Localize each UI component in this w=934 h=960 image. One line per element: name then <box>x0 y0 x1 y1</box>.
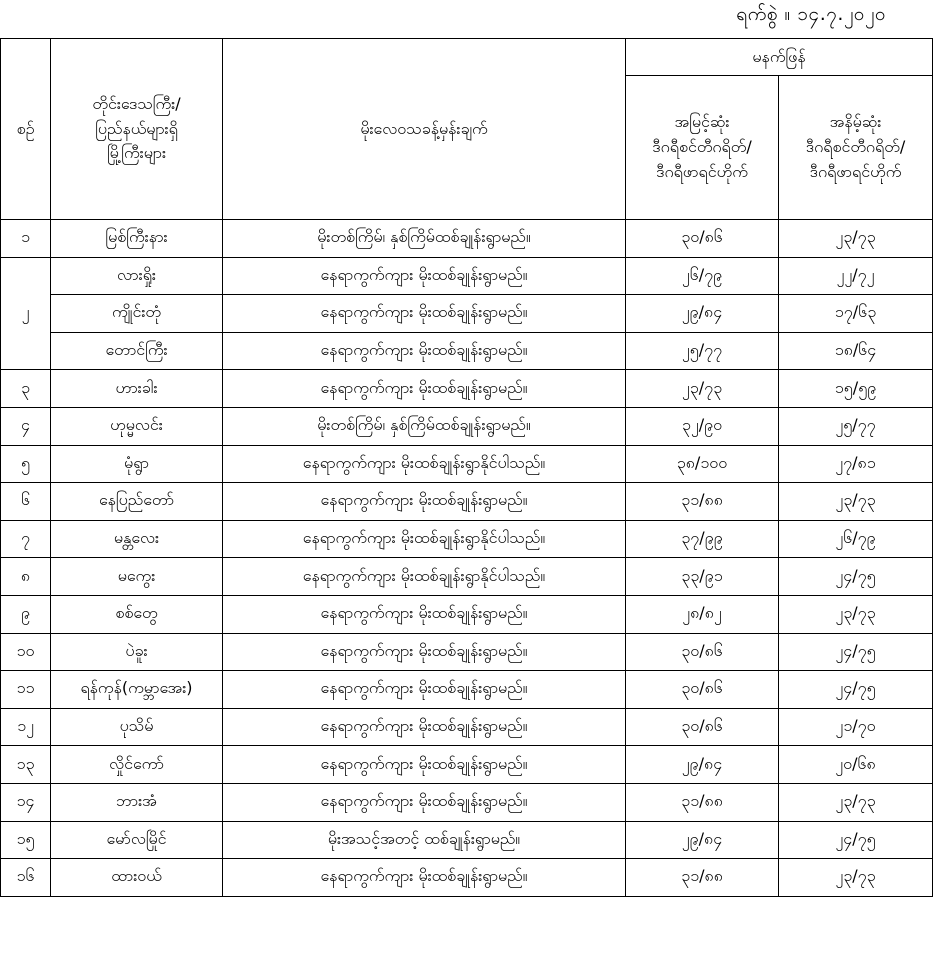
serial-no-cell: ၅ <box>1 445 51 483</box>
max-temp-cell: ၃၃/၉၁ <box>626 558 779 596</box>
min-temp-cell: ၂၃/၇၃ <box>779 220 933 258</box>
serial-no-cell: ၉ <box>1 595 51 633</box>
min-temp-cell: ၂၅/၇၇ <box>779 407 933 445</box>
table-row <box>1 520 933 558</box>
serial-no-cell: ၁၆ <box>1 859 51 897</box>
min-temp-cell: ၂၂/၇၂ <box>779 257 933 295</box>
min-temp-cell: ၂၃/၇၃ <box>779 783 933 821</box>
max-temp-cell: ၂၉/၈၄ <box>626 821 779 859</box>
forecast-cell: နေရာကွက်ကျား မိုးထစ်ချုန်းရွာမည်။ <box>223 257 626 295</box>
header-min-line: ဒီဂရီဖာရင်ဟိုက် <box>809 161 902 181</box>
header-region-line: မြို့ကြီးများ <box>106 143 166 163</box>
max-temp-cell: ၂၆/၇၉ <box>626 257 779 295</box>
city-cell: မြစ်ကြီးနား <box>51 220 223 258</box>
city-cell: ဘားအံ <box>51 783 223 821</box>
header-region-line: တိုင်းဒေသကြီး/ <box>92 93 181 113</box>
report-date: ရက်စွဲ ။ ၁၄.၇.၂၀၂၀ <box>736 3 886 25</box>
max-temp-cell: ၂၅/၇၇ <box>626 332 779 370</box>
max-temp-cell: ၃၁/၈၈ <box>626 783 779 821</box>
forecast-cell: မိုးတစ်ကြိမ်၊ နှစ်ကြိမ်ထစ်ချုန်းရွာမည်။ <box>223 407 626 445</box>
city-cell: နေပြည်တော် <box>51 483 223 521</box>
table-row <box>1 859 933 897</box>
forecast-rows <box>1 220 933 897</box>
city-cell: လားရှိုး <box>51 257 223 295</box>
city-cell: တောင်ကြီး <box>51 332 223 370</box>
min-temp-cell: ၂၀/၆၈ <box>779 746 933 784</box>
city-cell: စစ်တွေ <box>51 595 223 633</box>
forecast-cell: နေရာကွက်ကျား မိုးထစ်ချုန်းရွာနိုင်ပါသည်။ <box>223 520 626 558</box>
min-temp-cell: ၂၃/၇၃ <box>779 859 933 897</box>
forecast-cell: နေရာကွက်ကျား မိုးထစ်ချုန်းရွာမည်။ <box>223 595 626 633</box>
city-cell: ရန်ကုန်(ကမ္ဘာအေး) <box>51 671 223 709</box>
min-temp-cell: ၂၄/၇၅ <box>779 633 933 671</box>
min-temp-cell: ၁၇/၆၃ <box>779 295 933 333</box>
table-row <box>1 407 933 445</box>
min-temp-cell: ၂၃/၇၃ <box>779 595 933 633</box>
min-temp-cell: ၂၁/၇၀ <box>779 708 933 746</box>
table-row <box>1 220 933 258</box>
city-cell: လှိုင်ကော် <box>51 746 223 784</box>
city-cell: ဟုမ္မလင်း <box>51 407 223 445</box>
table-row <box>1 708 933 746</box>
header-region <box>51 39 223 220</box>
min-temp-cell: ၂၃/၇၃ <box>779 483 933 521</box>
serial-no-cell: ၈ <box>1 558 51 596</box>
serial-no-cell: ၁ <box>1 220 51 258</box>
city-cell: မော်လမြိုင် <box>51 821 223 859</box>
city-cell: ပုသိမ် <box>51 708 223 746</box>
header-forecast: မိုးလေဝသခန့်မှန်းချက် <box>223 39 626 220</box>
serial-no-cell: ၁၄ <box>1 783 51 821</box>
min-temp-cell: ၂၄/၇၅ <box>779 558 933 596</box>
forecast-cell: နေရာကွက်ကျား မိုးထစ်ချုန်းရွာမည်။ <box>223 370 626 408</box>
forecast-cell: နေရာကွက်ကျား မိုးထစ်ချုန်းရွာမည်။ <box>223 859 626 897</box>
forecast-cell: မိုးအသင့်အတင့် ထစ်ချုန်းရွာမည်။ <box>223 821 626 859</box>
max-temp-cell: ၃၈/၁၀၀ <box>626 445 779 483</box>
forecast-cell: နေရာကွက်ကျား မိုးထစ်ချုန်းရွာမည်။ <box>223 671 626 709</box>
header-region-line: ပြည်နယ်များရှိ <box>95 118 178 138</box>
max-temp-cell: ၂၃/၇၃ <box>626 370 779 408</box>
forecast-cell: နေရာကွက်ကျား မိုးထစ်ချုန်းရွာမည်။ <box>223 633 626 671</box>
city-cell: မုံရွာ <box>51 445 223 483</box>
max-temp-cell: ၃၀/၈၆ <box>626 220 779 258</box>
table-row <box>1 746 933 784</box>
min-temp-cell: ၂၇/၈၁ <box>779 445 933 483</box>
min-temp-cell: ၂၄/၇၅ <box>779 671 933 709</box>
max-temp-cell: ၃၂/၉၀ <box>626 407 779 445</box>
weather-forecast-table <box>0 38 933 897</box>
max-temp-cell: ၃၇/၉၉ <box>626 520 779 558</box>
min-temp-cell: ၂၄/၇၅ <box>779 821 933 859</box>
table-row <box>1 595 933 633</box>
header-min-line: ဒီဂရီစင်တီဂရိတ်/ <box>805 137 906 157</box>
min-temp-cell: ၁၈/၆၄ <box>779 332 933 370</box>
city-cell: ပဲခူး <box>51 633 223 671</box>
forecast-cell: နေရာကွက်ကျား မိုးထစ်ချုန်းရွာမည်။ <box>223 483 626 521</box>
max-temp-cell: ၃၀/၈၆ <box>626 708 779 746</box>
serial-no-cell: ၁၂ <box>1 708 51 746</box>
city-cell: ဟားခါး <box>51 370 223 408</box>
header-max-temp <box>626 76 779 220</box>
table-row <box>1 483 933 521</box>
table-row <box>1 821 933 859</box>
max-temp-cell: ၃၀/၈၆ <box>626 671 779 709</box>
header-serial-no: စဉ် <box>1 39 51 220</box>
max-temp-cell: ၂၈/၈၂ <box>626 595 779 633</box>
forecast-cell: နေရာကွက်ကျား မိုးထစ်ချုန်းရွာနိုင်ပါသည်။ <box>223 445 626 483</box>
forecast-cell: နေရာကွက်ကျား မိုးထစ်ချုန်းရွာမည်။ <box>223 332 626 370</box>
header-tomorrow: မနက်ဖြန် <box>626 39 933 76</box>
table-row <box>1 257 933 295</box>
max-temp-cell: ၃၁/၈၈ <box>626 483 779 521</box>
serial-no-cell: ၄ <box>1 407 51 445</box>
serial-no-cell: ၃ <box>1 370 51 408</box>
header-max-line: အမြင့်ဆုံး <box>674 112 730 132</box>
city-cell: မန္တလေး <box>51 520 223 558</box>
table-row <box>1 370 933 408</box>
max-temp-cell: ၃၁/၈၈ <box>626 859 779 897</box>
table-row <box>1 295 933 333</box>
table-row <box>1 445 933 483</box>
table-row <box>1 633 933 671</box>
forecast-cell: နေရာကွက်ကျား မိုးထစ်ချုန်းရွာနိုင်ပါသည်။ <box>223 558 626 596</box>
forecast-cell: နေရာကွက်ကျား မိုးထစ်ချုန်းရွာမည်။ <box>223 295 626 333</box>
table-row <box>1 783 933 821</box>
serial-no-cell: ၁၅ <box>1 821 51 859</box>
forecast-cell: နေရာကွက်ကျား မိုးထစ်ချုန်းရွာမည်။ <box>223 708 626 746</box>
serial-no-cell: ၇ <box>1 520 51 558</box>
table-row <box>1 332 933 370</box>
forecast-cell: မိုးတစ်ကြိမ်၊ နှစ်ကြိမ်ထစ်ချုန်းရွာမည်။ <box>223 220 626 258</box>
header-max-line: ဒီဂရီဖာရင်ဟိုက် <box>656 161 748 181</box>
table-row <box>1 558 933 596</box>
max-temp-cell: ၂၉/၈၄ <box>626 295 779 333</box>
city-cell: မကွေး <box>51 558 223 596</box>
serial-no-cell: ၂ <box>1 257 51 370</box>
max-temp-cell: ၃၀/၈၆ <box>626 633 779 671</box>
table-row <box>1 671 933 709</box>
city-cell: ကျိုင်းတုံ <box>51 295 223 333</box>
header-min-temp <box>779 76 933 220</box>
header-max-line: ဒီဂရီစင်တီဂရိတ်/ <box>652 137 752 157</box>
city-cell: ထားဝယ် <box>51 859 223 897</box>
serial-no-cell: ၁၁ <box>1 671 51 709</box>
forecast-cell: နေရာကွက်ကျား မိုးထစ်ချုန်းရွာမည်။ <box>223 746 626 784</box>
min-temp-cell: ၁၅/၅၉ <box>779 370 933 408</box>
serial-no-cell: ၁၃ <box>1 746 51 784</box>
serial-no-cell: ၆ <box>1 483 51 521</box>
max-temp-cell: ၂၉/၈၄ <box>626 746 779 784</box>
forecast-cell: နေရာကွက်ကျား မိုးထစ်ချုန်းရွာမည်။ <box>223 783 626 821</box>
serial-no-cell: ၁၀ <box>1 633 51 671</box>
header-min-line: အနိမ့်ဆုံး <box>829 112 882 132</box>
min-temp-cell: ၂၆/၇၉ <box>779 520 933 558</box>
